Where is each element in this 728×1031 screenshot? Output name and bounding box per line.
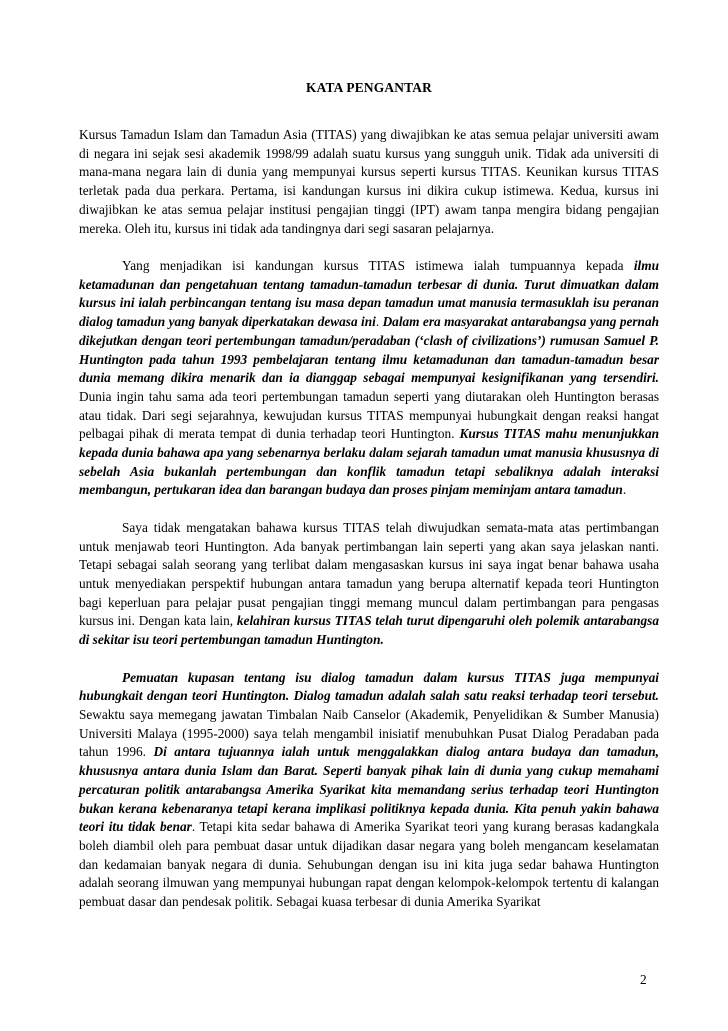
page-number: 2: [640, 972, 647, 987]
paragraph-3-emphasis-1: kelahiran kursus TITAS telah turut dipengaruhi oleh polemik antarabangsa di sekitar isu teori pertembungan tamadun Huntington.: [79, 613, 659, 648]
paragraph-2-emphasis-3: Kursus TITAS mahu menunjukkan kepada dunia bahawa apa yang sebenarnya berlaku dalam sejarah tamadun umat manusia khususnya di sebelah Asia bukanlah pertembungan dan konflik tamadun tetapi sebaliknya adalah interaksi membangun, pertukaran idea dan barangan budaya dan proses pinjam meminjam antara tamadun: [79, 426, 659, 498]
paragraph-2-text-2: .: [375, 314, 383, 330]
paragraph-4-emphasis-1: Pemuatan kupasan tentang isu dialog tamadun dalam kursus TITAS juga mempunyai hubungkait dengan teori Huntington. Dialog tamadun adalah salah satu reaksi terhadap teori tersebut.: [79, 669, 659, 704]
paragraph-2: [79, 257, 659, 500]
document-page: [79, 78, 659, 931]
paragraph-3: [79, 519, 659, 650]
paragraph-1-text: Kursus Tamadun Islam dan Tamadun Asia (TITAS) yang diwajibkan ke atas semua pelajar universiti awam di negara ini sejak sesi akademik 1998/99 adalah suatu kursus yang sungguh unik. Tidak ada universiti di mana-mana negara lain di dunia yang mempunyai kursus seperti kursus TITAS. Keunikan kursus TITAS terletak pada dua perkara. Pertama, isi kandungan kursus ini dikira cukup istimewa. Kedua, kursus ini diwajibkan ke atas semua pelajar institusi pengajian tinggi (IPT) awam tanpa mengira bidang pengajian mereka. Oleh itu, kursus ini tidak ada tandingnya dari segi sasaran pelajarnya.: [79, 127, 659, 236]
paragraph-4-text-1: Sewaktu saya memegang jawatan Timbalan Naib Canselor (Akademik, Penyelidikan & Sumber Manusia) Universiti Malaya (1995-2000) saya telah mengambil inisiatif menubuhkan Pusat Dialog Peradaban pada tahun 1996.: [79, 707, 659, 760]
paragraph-1: [79, 126, 659, 238]
page-title: KATA PENGANTAR: [306, 80, 432, 95]
paragraph-3-text-1: Saya tidak mengatakan bahawa kursus TITAS telah diwujudkan semata-mata atas pertimbangan untuk menjawab teori Huntington. Ada banyak pertimbangan lain seperti yang akan saya jelaskan nanti. Tetapi sebagai salah seorang yang terlibat dalam mengasaskan kursus ini saya ingat benar bahawa usaha untuk menyediakan perspektif hubungan antara tamadun yang berupa alternatif kepada teori Huntington bagi keperluan para pelajar pusat pengajian tinggi memang muncul dalam pertimbangan para pengasas kursus ini. Dengan kata lain,: [79, 519, 659, 629]
paragraph-2-text-1: Yang menjadikan isi kandungan kursus TITAS istimewa ialah tumpuannya kepada: [122, 258, 634, 274]
paragraph-2-emphasis-2: Dalam era masyarakat antarabangsa yang pernah dikejutkan dengan teori pertembungan tamadun/peradaban (‘clash of civilizations’) rumusan Samuel P. Huntington pada tahun 1993 pembelajaran tentang ilmu ketamadunan dan tamadun-tamadun besar dunia memang dikira menarik dan ia dianggap sebagai mempunyai kesignifikanan yang tersendiri.: [79, 314, 659, 386]
paragraph-4-text-2: . Tetapi kita sedar bahawa di Amerika Syarikat teori yang kurang berasas kadangkala boleh diambil oleh para pembuat dasar untuk dijadikan dasar negara yang boleh mengancam keselamatan dan kedamaian banyak negara di dunia. Sehubungan dengan isu ini kita juga sedar bahawa Huntington adalah seorang ilmuwan yang mempunyai hubungan rapat dengan kelompok-kelompok tertentu di kalangan pembuat dasar dan pendesak politik. Sebagai kuasa terbesar di dunia Amerika Syarikat: [79, 819, 659, 910]
paragraph-4: [79, 669, 659, 912]
paragraph-2-text-4: .: [622, 482, 627, 498]
paragraph-2-emphasis-1: ilmu ketamadunan dan pengetahuan tentang tamadun-tamadun terbesar di dunia. Turut dimuatkan dalam kursus ini ialah perbincangan tentang isu masa depan tamadun umat manusia termasuklah isu peranan dialog tamadun yang banyak diperkatakan dewasa ini: [79, 258, 659, 330]
paragraph-4-emphasis-2: Di antara tujuannya ialah untuk menggalakkan dialog antara budaya dan tamadun, khususnya antara dunia Islam dan Barat. Seperti banyak pihak lain di dunia yang cukup memahami percaturan politik antarabangsa Amerika Syarikat kita memandang serius terhadap teori Huntington bukan kerana kebenaranya tetapi kerana implikasi politiknya kepada dunia. Kita penuh yakin bahawa teori itu tidak benar: [79, 744, 659, 835]
paragraph-2-text-3: Dunia ingin tahu sama ada teori pertembungan tamadun seperti yang diutarakan oleh Huntington berasas atau tidak. Dari segi sejarahnya, kewujudan kursus TITAS mempunyai hubungkait dengan reaksi hangat pelbagai pihak di merata tempat di dunia terhadap teori Huntington.: [79, 388, 659, 442]
